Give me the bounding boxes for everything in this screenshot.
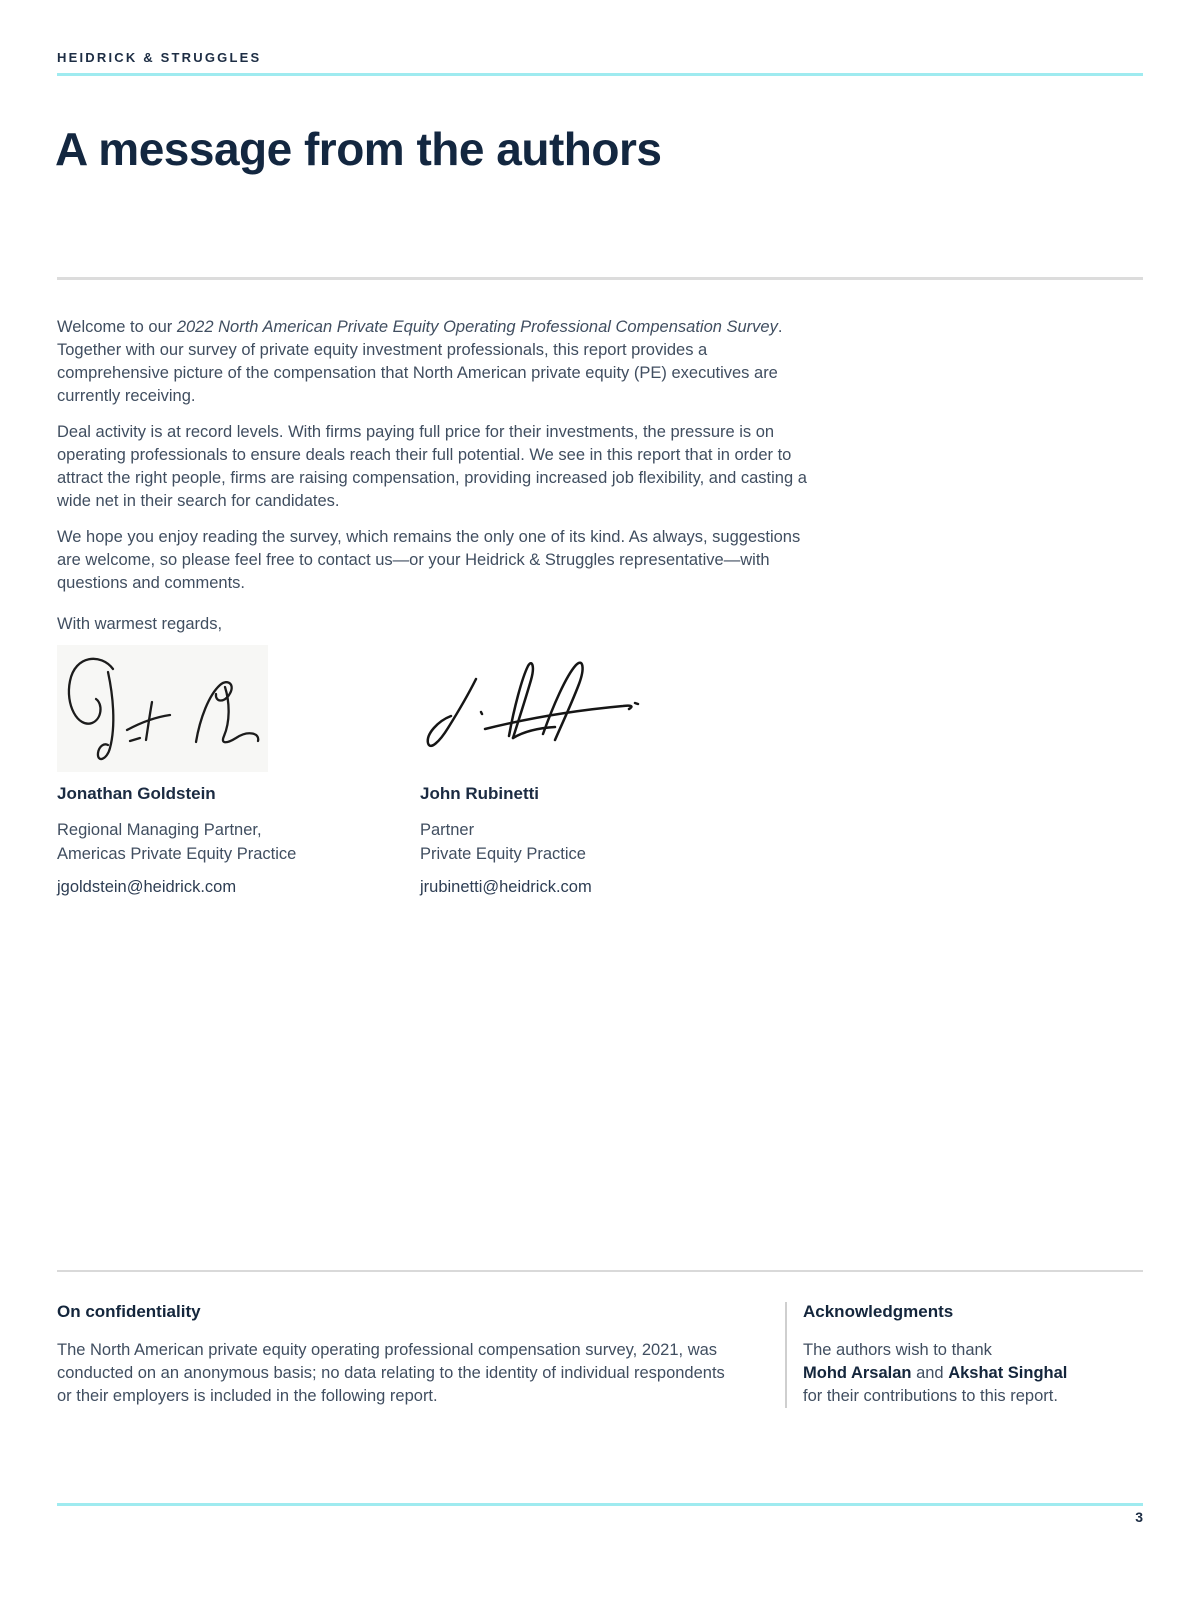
signature-john-rubinetti bbox=[418, 648, 643, 763]
page-title: A message from the authors bbox=[55, 123, 662, 175]
confidentiality-note bbox=[57, 1302, 785, 1408]
author-name: John Rubinetti bbox=[420, 784, 539, 803]
paragraph-text: . Together with our survey of private equity investment professionals, this report provides a comprehensive picture of the compensation that North American private equity (PE) executives are currently receiving. bbox=[57, 318, 783, 405]
letter-body bbox=[57, 316, 815, 649]
footer-accent-rule bbox=[57, 1503, 1143, 1506]
footnotes-divider bbox=[57, 1270, 1143, 1272]
ack-contributor-name: Mohd Arsalan bbox=[803, 1364, 912, 1382]
brand-wordmark: HEIDRICK & STRUGGLES bbox=[57, 50, 262, 65]
author-title-line: Partner bbox=[420, 821, 475, 839]
ack-contributor-name: Akshat Singhal bbox=[948, 1364, 1068, 1382]
header-accent-rule bbox=[57, 73, 1143, 76]
page-number: 3 bbox=[1135, 1509, 1143, 1525]
author-block bbox=[57, 784, 420, 897]
paragraph-deal-activity: Deal activity is at record levels. With firms paying full price for their investments, the pressure is on operating professionals to ensure deals reach their full potential. We see in this report that in order to attract the right people, firms are raising compensation, providing increased job flexibility, and casting a wide net in their search for candidates. bbox=[57, 423, 807, 510]
closing-line: With warmest regards, bbox=[57, 615, 223, 633]
author-title-line: Regional Managing Partner, bbox=[57, 821, 262, 839]
acknowledgments-note bbox=[785, 1302, 1143, 1408]
confidentiality-heading: On confidentiality bbox=[57, 1302, 201, 1321]
ack-line: for their contributions to this report. bbox=[803, 1387, 1058, 1405]
acknowledgments-text bbox=[803, 1339, 1143, 1408]
ack-line: The authors wish to thank bbox=[803, 1341, 992, 1359]
footnotes-section bbox=[57, 1270, 1143, 1408]
author-title-line: Private Equity Practice bbox=[420, 845, 586, 863]
ack-line: and bbox=[911, 1364, 949, 1382]
confidentiality-text: The North American private equity operating professional compensation survey, 2021, was conducted on an anonymous basis; no data relating to the identity of individual respondents or their employers is included in the following report. bbox=[57, 1341, 725, 1405]
signature-jonathan-goldstein bbox=[57, 645, 268, 772]
paragraph-enjoy: We hope you enjoy reading the survey, which remains the only one of its kind. As always, suggestions are welcome, so please feel free to contact us—or your Heidrick & Struggles representative—with questions and comments. bbox=[57, 528, 801, 592]
author-title-line: Americas Private Equity Practice bbox=[57, 845, 297, 863]
paragraph-welcome bbox=[57, 316, 815, 408]
acknowledgments-heading: Acknowledgments bbox=[803, 1302, 954, 1321]
author-email: jrubinetti@heidrick.com bbox=[420, 878, 592, 896]
paragraph-text: Welcome to our bbox=[57, 318, 177, 336]
survey-title-italic: 2022 North American Private Equity Operating Professional Compensation Survey bbox=[176, 318, 778, 336]
section-divider bbox=[57, 277, 1143, 280]
author-block bbox=[420, 784, 957, 897]
author-email: jgoldstein@heidrick.com bbox=[57, 878, 237, 896]
author-blocks bbox=[57, 784, 957, 897]
author-name: Jonathan Goldstein bbox=[57, 784, 216, 803]
